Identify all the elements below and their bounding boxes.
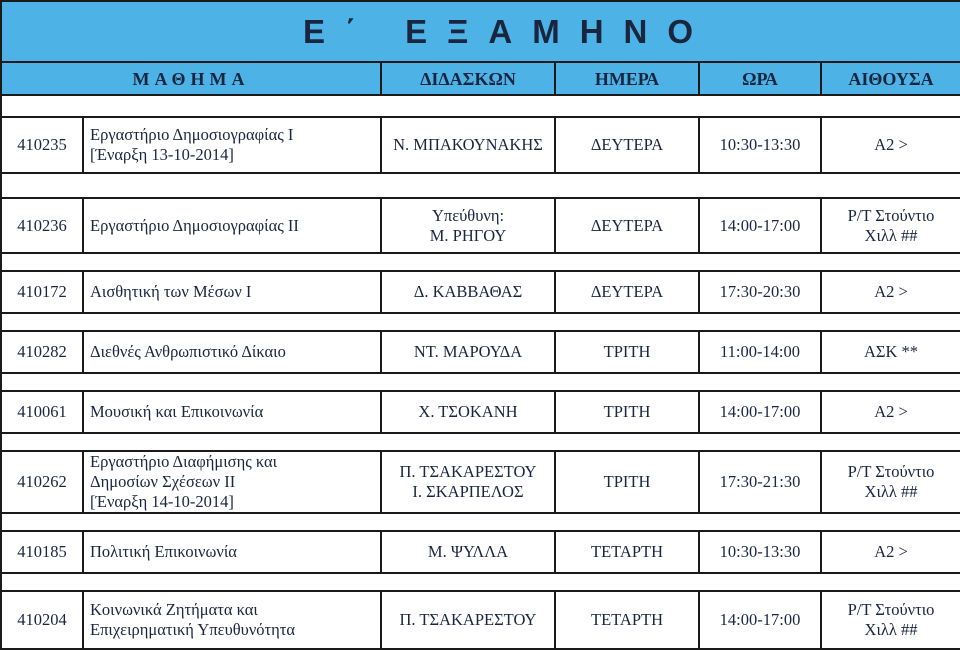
spacer-row <box>1 313 960 331</box>
course-time: 14:00-17:00 <box>699 391 821 433</box>
header-day: ΗΜΕΡΑ <box>555 62 699 95</box>
spacer-row <box>1 433 960 451</box>
course-name-line: Μουσική και Επικοινωνία <box>90 402 264 421</box>
course-name-line: Πολιτική Επικοινωνία <box>90 542 237 561</box>
teacher-name <box>381 117 555 173</box>
course-name <box>83 531 381 573</box>
course-day: ΔΕΥΤΕΡΑ <box>555 117 699 173</box>
course-row <box>1 198 960 253</box>
course-room <box>821 591 960 649</box>
course-day: ΤΕΤΑΡΤΗ <box>555 531 699 573</box>
course-name <box>83 391 381 433</box>
course-name-line: Επιχειρηματική Υπευθυνότητα <box>90 620 296 639</box>
course-row <box>1 451 960 513</box>
course-name-line: [Έναρξη 13-10-2014] <box>90 145 234 164</box>
course-code: 410262 <box>1 451 83 513</box>
course-row <box>1 591 960 649</box>
course-name-line: Διεθνές Ανθρωπιστικό Δίκαιο <box>90 342 286 361</box>
course-room <box>821 391 960 433</box>
course-room <box>821 117 960 173</box>
course-row <box>1 391 960 433</box>
column-header-row <box>1 62 960 95</box>
course-code: 410185 <box>1 531 83 573</box>
course-room-line: Ρ/Τ Στούντιο <box>847 462 935 481</box>
course-row <box>1 331 960 373</box>
course-room <box>821 531 960 573</box>
course-room-line: Α2 > <box>874 542 908 561</box>
course-room <box>821 198 960 253</box>
teacher-name-line: Χ. ΤΣΟΚΑΝΗ <box>418 402 518 421</box>
teacher-name-line: Μ. ΨΥΛΛΑ <box>427 542 509 561</box>
course-day: ΤΡΙΤΗ <box>555 331 699 373</box>
spacer-row <box>1 373 960 391</box>
course-room-line: Α2 > <box>874 282 908 301</box>
course-name-line: Εργαστήριο Δημοσιογραφίας ΙΙ <box>90 215 299 235</box>
course-name <box>83 198 381 253</box>
teacher-name-line: ΝΤ. ΜΑΡΟΥΔΑ <box>413 342 523 361</box>
course-code: 410172 <box>1 271 83 313</box>
course-name <box>83 117 381 173</box>
course-row <box>1 117 960 173</box>
course-day: ΔΕΥΤΕΡΑ <box>555 198 699 253</box>
spacer-row <box>1 513 960 531</box>
course-code: 410236 <box>1 198 83 253</box>
course-time: 14:00-17:00 <box>699 198 821 253</box>
course-day: ΤΡΙΤΗ <box>555 451 699 513</box>
course-room-line: Ρ/Τ Στούντιο <box>847 205 935 225</box>
course-time: 10:30-13:30 <box>699 117 821 173</box>
course-code: 410061 <box>1 391 83 433</box>
teacher-name <box>381 531 555 573</box>
teacher-name-line: Ι. ΣΚΑΡΠΕΛΟΣ <box>412 482 524 501</box>
course-room-line: ΑΣΚ ** <box>863 342 919 361</box>
teacher-name-line: Π. ΤΣΑΚΑΡΕΣΤΟΥ <box>399 462 537 481</box>
course-room-line: Α2 > <box>874 135 908 154</box>
teacher-name-line: Π. ΤΣΑΚΑΡΕΣΤΟΥ <box>399 610 537 629</box>
course-time: 10:30-13:30 <box>699 531 821 573</box>
course-room-line: Χιλλ ## <box>864 620 918 639</box>
course-time: 17:30-21:30 <box>699 451 821 513</box>
course-code: 410235 <box>1 117 83 173</box>
teacher-name <box>381 331 555 373</box>
course-name <box>83 331 381 373</box>
course-name-line: [Έναρξη 14-10-2014] <box>90 492 234 511</box>
course-name <box>83 591 381 649</box>
spacer-row <box>1 573 960 591</box>
course-name <box>83 271 381 313</box>
course-room-line: Ρ/Τ Στούντιο <box>847 600 935 619</box>
teacher-name-line: Μ. ΡΗΓΟΥ <box>429 225 507 245</box>
course-time: 14:00-17:00 <box>699 591 821 649</box>
course-time: 17:30-20:30 <box>699 271 821 313</box>
course-name-line: Εργαστήριο Διαφήμισης και <box>90 452 278 471</box>
spacer-row <box>1 253 960 271</box>
teacher-name <box>381 451 555 513</box>
schedule-body <box>1 95 960 649</box>
teacher-name <box>381 198 555 253</box>
course-name <box>83 451 381 513</box>
course-room-line: Χιλλ ## <box>864 225 918 245</box>
course-day: ΤΡΙΤΗ <box>555 391 699 433</box>
header-time: ΩΡΑ <box>699 62 821 95</box>
course-time: 11:00-14:00 <box>699 331 821 373</box>
course-room <box>821 451 960 513</box>
teacher-name-line: Υπεύθυνη: <box>431 205 505 225</box>
teacher-name <box>381 271 555 313</box>
course-name-line: Κοινωνικά Ζητήματα και <box>90 600 258 619</box>
teacher-name <box>381 591 555 649</box>
course-name-line: Δημοσίων Σχέσεων ΙΙ <box>90 472 236 491</box>
course-room <box>821 271 960 313</box>
course-day: ΤΕΤΑΡΤΗ <box>555 591 699 649</box>
course-room-line: Χιλλ ## <box>864 482 918 501</box>
spacer-row <box>1 95 960 117</box>
teacher-name <box>381 391 555 433</box>
course-row <box>1 531 960 573</box>
header-room: ΑΙΘΟΥΣΑ <box>821 62 960 95</box>
header-teacher: ΔΙΔΑΣΚΩΝ <box>381 62 555 95</box>
teacher-name-line: Ν. ΜΠΑΚΟΥΝΑΚΗΣ <box>393 135 543 154</box>
header-course: ΜΑΘΗΜΑ <box>1 62 381 95</box>
course-room <box>821 331 960 373</box>
course-room-line: Α2 > <box>874 402 908 421</box>
semester-title: Ε΄ ΕΞΑΜΗΝΟ <box>1 1 960 62</box>
course-name-line: Αισθητική των Μέσων Ι <box>90 282 252 301</box>
course-code: 410282 <box>1 331 83 373</box>
course-day: ΔΕΥΤΕΡΑ <box>555 271 699 313</box>
course-row <box>1 271 960 313</box>
spacer-row <box>1 173 960 198</box>
course-code: 410204 <box>1 591 83 649</box>
teacher-name-line: Δ. ΚΑΒΒΑΘΑΣ <box>413 282 523 301</box>
title-row <box>1 1 960 62</box>
course-name-line: Εργαστήριο Δημοσιογραφίας Ι <box>90 125 294 144</box>
